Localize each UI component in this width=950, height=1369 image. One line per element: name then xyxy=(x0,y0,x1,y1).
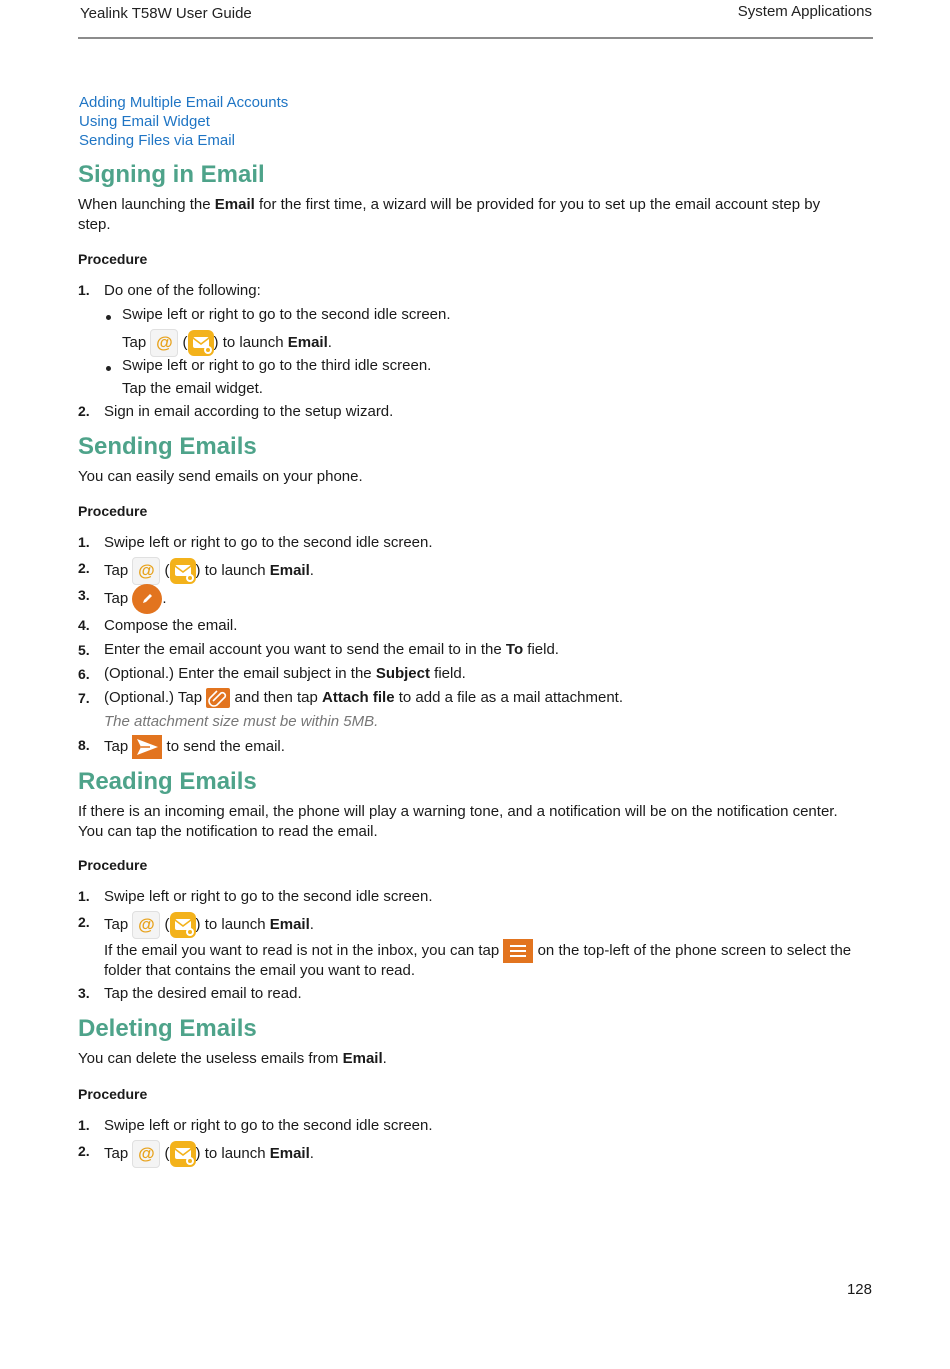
bullet-subtext: Tap the email widget. xyxy=(122,380,263,397)
step-text: Do one of the following: xyxy=(104,282,261,299)
link-sending-files-via-email[interactable]: Sending Files via Email xyxy=(79,132,235,149)
deleting-intro: You can delete the useless emails from Email. xyxy=(78,1050,387,1067)
page-number: 128 xyxy=(846,1281,872,1298)
step-text: Swipe left or right to go to the second idle screen. xyxy=(104,1117,433,1134)
step-number: 2. xyxy=(78,1143,90,1159)
step-number: 2. xyxy=(78,914,90,930)
bullet-text: Swipe left or right to go to the third idle screen. xyxy=(122,357,432,374)
header-section-title: System Applications xyxy=(737,3,872,20)
header-divider xyxy=(78,37,873,39)
step-number: 5. xyxy=(78,642,90,658)
step-tap-line: Tap . xyxy=(104,584,167,614)
procedure-label: Procedure xyxy=(78,1086,148,1102)
step-tap-line: Tap @ ( ) to launch Email. xyxy=(122,329,332,357)
procedure-label: Procedure xyxy=(78,503,148,519)
related-links xyxy=(79,93,288,150)
at-icon: @ xyxy=(150,329,178,357)
heading-sending-emails: Sending Emails xyxy=(78,433,257,460)
step-text: Enter the email account you want to send the email to in the To field. xyxy=(104,641,559,658)
step-note: If the email you want to read is not in the inbox, you can tap on the top-left of the phone screen to select the xyxy=(104,939,851,963)
step-number: 6. xyxy=(78,666,90,682)
at-icon: @ xyxy=(132,557,160,585)
step-number: 7. xyxy=(78,690,90,706)
step-text: Swipe left or right to go to the second idle screen. xyxy=(104,534,433,551)
at-icon: @ xyxy=(132,1140,160,1168)
paperclip-icon xyxy=(206,688,230,708)
step-text: Tap the desired email to read. xyxy=(104,985,302,1002)
sending-intro: You can easily send emails on your phone. xyxy=(78,468,363,485)
step-number: 1. xyxy=(78,282,90,298)
step-tap-line: Tap @ ( ) to launch Email. xyxy=(104,557,314,585)
step-number: 3. xyxy=(78,587,90,603)
email-app-icon xyxy=(170,912,196,938)
step-number: 1. xyxy=(78,534,90,550)
step-number: 4. xyxy=(78,617,90,633)
compose-pencil-icon xyxy=(132,584,162,614)
step-text: (Optional.) Tap and then tap Attach file to add a file as a mail attachment. xyxy=(104,688,623,708)
header-guide-title: Yealink T58W User Guide xyxy=(80,5,252,22)
menu-icon xyxy=(503,939,533,963)
link-adding-multiple-email-accounts[interactable]: Adding Multiple Email Accounts xyxy=(79,94,289,111)
step-number: 2. xyxy=(78,560,90,576)
step-number: 2. xyxy=(78,403,90,419)
step-text: (Optional.) Enter the email subject in the Subject field. xyxy=(104,665,466,682)
bullet xyxy=(106,315,111,320)
step-text: Tap to send the email. xyxy=(104,735,285,759)
step-text: Sign in email according to the setup wizard. xyxy=(104,403,394,420)
send-icon xyxy=(132,735,162,759)
reading-intro: If there is an incoming email, the phone will play a warning tone, and a notification will be on the notification center. You can tap the notification to read the email. xyxy=(78,803,838,840)
step-number: 1. xyxy=(78,888,90,904)
step-tap-line: Tap @ ( ) to launch Email. xyxy=(104,1140,314,1168)
step-number: 3. xyxy=(78,985,90,1001)
link-using-email-widget[interactable]: Using Email Widget xyxy=(79,113,210,130)
attachment-size-note: The attachment size must be within 5MB. xyxy=(104,713,379,730)
at-icon: @ xyxy=(132,911,160,939)
step-text: Swipe left or right to go to the second idle screen. xyxy=(104,888,433,905)
email-app-icon xyxy=(170,1141,196,1167)
heading-signing-in-email: Signing in Email xyxy=(78,161,265,188)
procedure-label: Procedure xyxy=(78,857,148,873)
heading-reading-emails: Reading Emails xyxy=(78,768,257,795)
step-tap-line: Tap @ ( ) to launch Email. xyxy=(104,911,314,939)
email-app-icon xyxy=(170,558,196,584)
bullet-text: Swipe left or right to go to the second idle screen. xyxy=(122,306,451,323)
procedure-label: Procedure xyxy=(78,251,148,267)
heading-deleting-emails: Deleting Emails xyxy=(78,1015,257,1042)
email-app-icon xyxy=(188,330,214,356)
signing-intro: When launching the Email for the first time, a wizard will be provided for you to set up the email account step by step. xyxy=(78,196,821,233)
step-number: 8. xyxy=(78,737,90,753)
bullet xyxy=(106,366,111,371)
step-text: Compose the email. xyxy=(104,617,238,634)
step-number: 1. xyxy=(78,1117,90,1133)
step-note-continued: folder that contains the email you want to read. xyxy=(104,962,416,979)
